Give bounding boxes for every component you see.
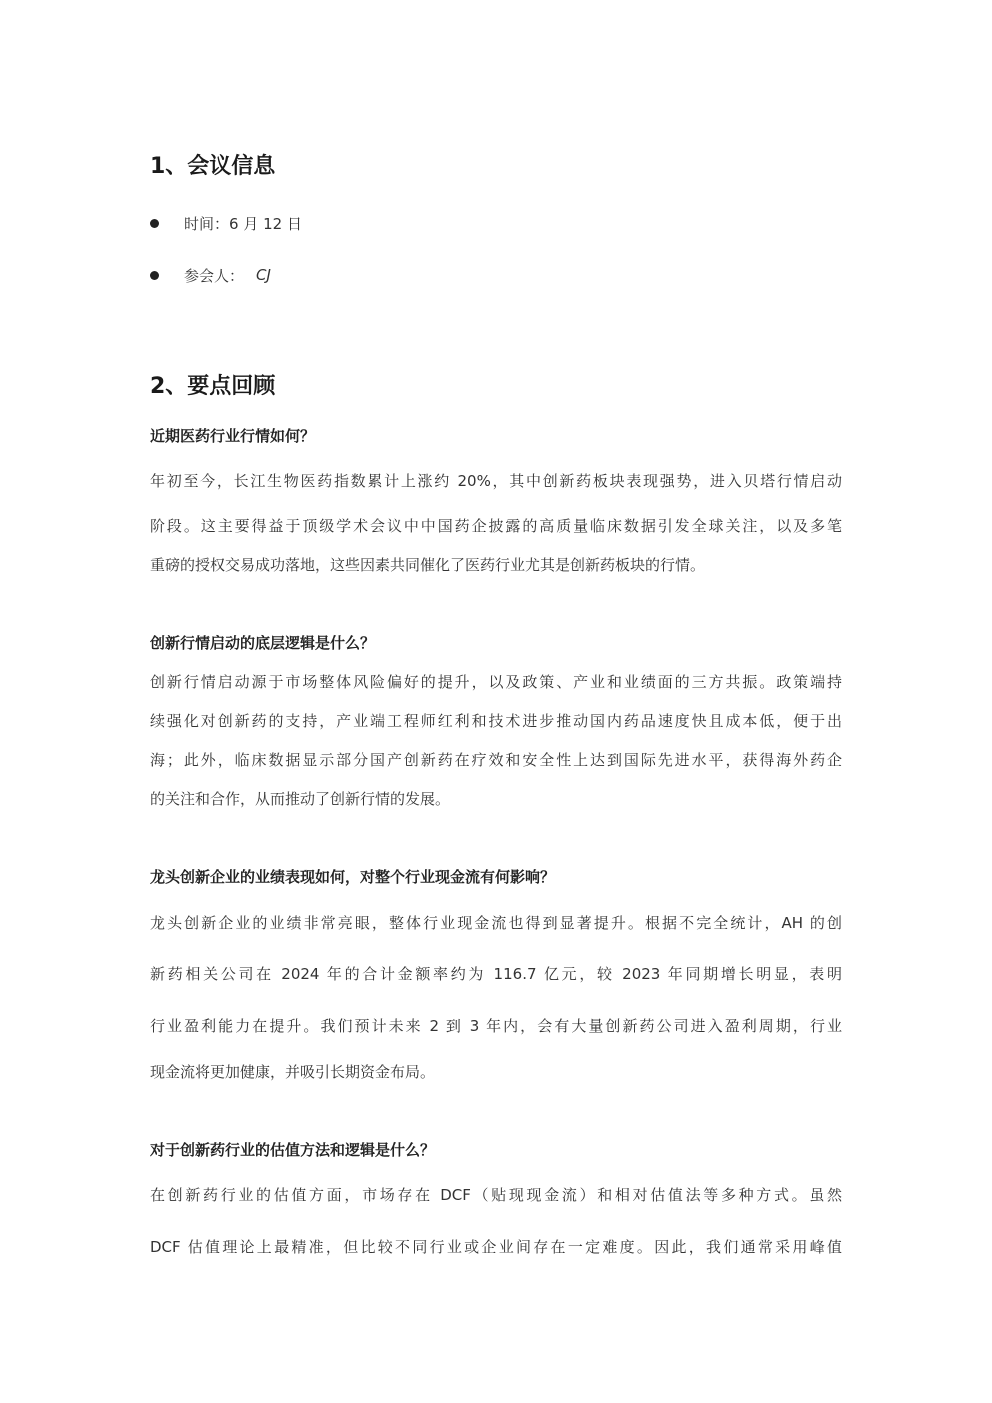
paragraph-line: 新药相关公司在 2024 年的合计金额率约为 116.7 亿元，较 2023 年同期增长明显，表明	[150, 965, 842, 983]
attendees-label: 参会人：	[184, 266, 245, 285]
attendees-value: CJ	[256, 266, 271, 284]
bullet-icon	[150, 219, 159, 228]
paragraph-line: 年初至今，长江生物医药指数累计上涨约 20%，其中创新药板块表现强势，进入贝塔行情启动	[150, 472, 842, 490]
question-heading: 龙头创新企业的业绩表现如何，对整个行业现金流有何影响？	[150, 868, 556, 886]
paragraph-line: 现金流将更加健康，并吸引长期资金布局。	[150, 1063, 436, 1081]
section-heading-key-points: 2、要点回顾	[150, 374, 276, 399]
list-item-time	[150, 212, 302, 234]
paragraph-line: 续强化对创新药的支持，产业端工程师红利和技术进步推动国内药品速度快且成本低，便于出	[150, 712, 842, 730]
question-heading: 对于创新药行业的估值方法和逻辑是什么？	[150, 1141, 436, 1159]
question-heading: 近期医药行业行情如何？	[150, 427, 316, 445]
paragraph-line: 阶段。这主要得益于顶级学术会议中中国药企披露的高质量临床数据引发全球关注，以及多笔	[150, 517, 842, 535]
paragraph-line: DCF 估值理论上最精准，但比较不同行业或企业间存在一定难度。因此，我们通常采用峰值	[150, 1238, 842, 1256]
paragraph-line: 的关注和合作，从而推动了创新行情的发展。	[150, 790, 451, 808]
paragraph-line: 重磅的授权交易成功落地，这些因素共同催化了医药行业尤其是创新药板块的行情。	[150, 556, 706, 574]
paragraph-line: 龙头创新企业的业绩非常亮眼，整体行业现金流也得到显著提升。根据不完全统计，AH 的创	[150, 914, 842, 932]
paragraph-line: 创新行情启动源于市场整体风险偏好的提升，以及政策、产业和业绩面的三方共振。政策端持	[150, 673, 842, 691]
time-label: 时间：	[184, 214, 230, 233]
question-heading: 创新行情启动的底层逻辑是什么？	[150, 634, 376, 652]
list-item-attendees	[150, 264, 271, 286]
time-value: 6 月 12 日	[229, 214, 302, 233]
paragraph-line: 在创新药行业的估值方面，市场存在 DCF（贴现现金流）和相对估值法等多种方式。虽然	[150, 1186, 842, 1204]
section-heading-meeting-info: 1、会议信息	[150, 154, 276, 179]
paragraph-line: 海；此外，临床数据显示部分国产创新药在疗效和安全性上达到国际先进水平，获得海外药企	[150, 751, 842, 769]
bullet-icon	[150, 271, 159, 280]
paragraph-line: 行业盈利能力在提升。我们预计未来 2 到 3 年内，会有大量创新药公司进入盈利周期，行业	[150, 1017, 842, 1035]
